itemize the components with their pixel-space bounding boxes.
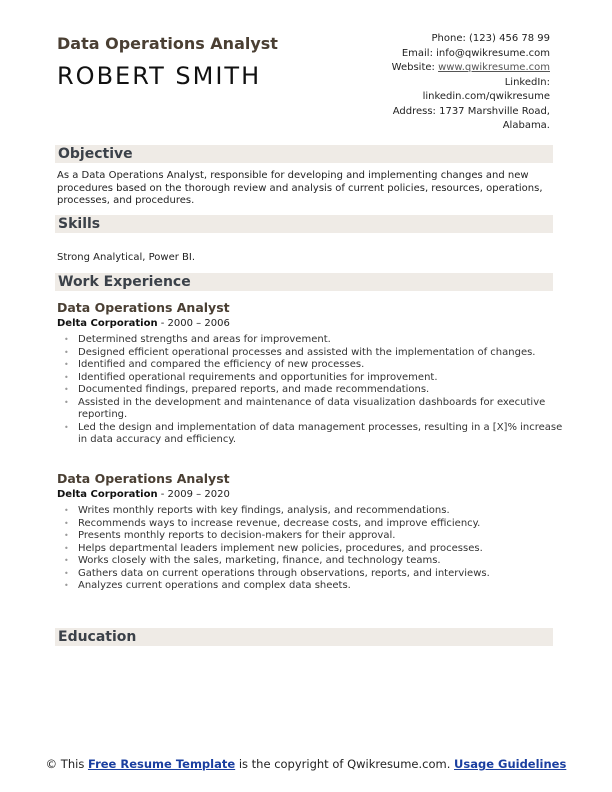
contact-block (290, 32, 550, 134)
footer-middle: is the copyright of Qwikresume.com. (235, 757, 455, 771)
candidate-name: ROBERT SMITH (57, 62, 262, 90)
bullet: • Identified and compared the efficiency of new processes. (78, 359, 573, 372)
bullet: • Assisted in the development and maintenance of data visualization dashboards for executive reporting. (78, 397, 573, 422)
objective-heading: Objective (58, 146, 133, 162)
bullet: • Identified operational requirements and opportunities for improvement. (78, 372, 573, 385)
job-title: Data Operations Analyst (57, 300, 230, 315)
bullet: • Writes monthly reports with key findings, analysis, and recommendations. (78, 505, 573, 518)
bullet: • Determined strengths and areas for improvement. (78, 334, 573, 347)
free-resume-template-link[interactable]: Free Resume Template (87, 757, 236, 771)
company: Delta Corporation (57, 489, 158, 500)
job-company-line (57, 489, 230, 500)
linkedin-label: LinkedIn: (504, 76, 550, 88)
linkedin: linkedin.com/qwikresume (422, 91, 550, 102)
bullet: • Presents monthly reports to decision-makers for their approval. (78, 530, 573, 543)
work-heading-bar (55, 273, 553, 291)
address-line-2: Alabama. (502, 120, 550, 131)
bullet: • Recommends ways to increase revenue, decrease costs, and improve efficiency. (78, 518, 573, 531)
footer (0, 757, 612, 771)
education-heading-bar (55, 628, 553, 646)
work-heading: Work Experience (58, 274, 191, 290)
skills-heading-bar (55, 215, 553, 233)
header-job-title: Data Operations Analyst (57, 34, 278, 53)
bullet: • Gathers data on current operations through observations, reports, and interviews. (78, 568, 573, 581)
bullet: • Analyzes current operations and complex data sheets. (78, 580, 573, 593)
education-heading: Education (58, 629, 137, 645)
job-dates: - 2000 – 2006 (157, 318, 230, 329)
objective-text: As a Data Operations Analyst, responsible for developing and implementing changes and new procedures based on the thorough review and analysis of current policies, resources, operations, processes, and procedures. (57, 170, 543, 206)
objective-heading-bar (55, 145, 553, 163)
bullet: • Led the design and implementation of data management processes, resulting in a [X]% increase in data accuracy and efficiency. (78, 422, 573, 447)
skills-text: Strong Analytical, Power BI. (57, 252, 196, 263)
bullet: • Helps departmental leaders implement new policies, procedures, and processes. (78, 543, 573, 556)
company: Delta Corporation (57, 318, 158, 329)
skills-heading: Skills (58, 216, 101, 232)
usage-guidelines-link[interactable]: Usage Guidelines (454, 757, 567, 771)
job-dates: - 2009 – 2020 (157, 489, 230, 500)
bullet: • Works closely with the sales, marketing, finance, and technology teams. (78, 555, 573, 568)
bullet: • Designed efficient operational processes and assisted with the implementation of changes. (78, 347, 573, 360)
job-company-line (57, 318, 230, 329)
website (290, 61, 550, 76)
footer-prefix: © This (45, 757, 88, 771)
email: Email: info@qwikresume.com (401, 47, 550, 59)
job-bullets (57, 334, 573, 447)
website-link[interactable]: www.qwikresume.com (438, 62, 550, 73)
bullet: • Documented findings, prepared reports, and made recommendations. (78, 384, 573, 397)
phone: Phone: (123) 456 78 99 (431, 33, 550, 44)
job-title: Data Operations Analyst (57, 471, 230, 486)
website-label: Website: (391, 62, 439, 73)
job-bullets (57, 505, 573, 593)
address: Address: 1737 Marshville Road, (392, 105, 550, 117)
